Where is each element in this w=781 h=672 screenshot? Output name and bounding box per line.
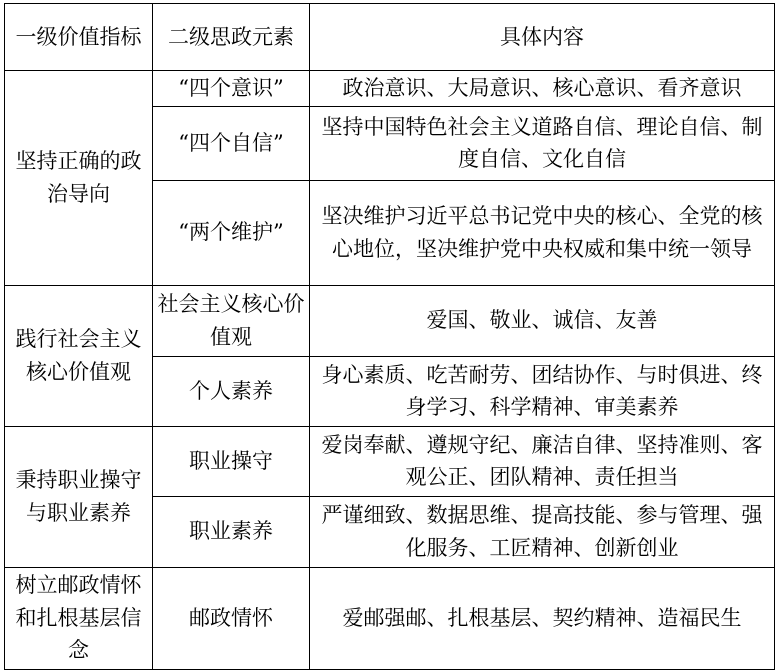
content-cell: 政治意识、大局意识、核心意识、看齐意识 xyxy=(310,71,775,107)
content-cell: 爱岗奉献、遵规守纪、廉洁自律、坚持准则、客观公正、团队精神、责任担当 xyxy=(310,426,775,496)
header-row xyxy=(5,4,775,71)
values-table xyxy=(4,3,775,670)
content-cell: 坚持中国特色社会主义道路自信、理论自信、制度自信、文化自信 xyxy=(310,106,775,180)
content-cell: 爱邮强邮、扎根基层、契约精神、造福民生 xyxy=(310,567,775,669)
level2-cell: 职业素养 xyxy=(153,496,310,567)
level1-cell: 树立邮政情怀和扎根基层信念 xyxy=(5,567,153,669)
level2-cell: 邮政情怀 xyxy=(153,567,310,669)
level1-cell: 践行社会主义核心价值观 xyxy=(5,285,153,426)
level2-cell: “四个意识” xyxy=(153,71,310,107)
content-cell: 身心素质、吃苦耐劳、团结协作、与时俱进、终身学习、科学精神、审美素养 xyxy=(310,356,775,426)
table-row xyxy=(5,285,775,356)
level2-cell: “两个维护” xyxy=(153,180,310,285)
content-cell: 严谨细致、数据思维、提高技能、参与管理、强化服务、工匠精神、创新创业 xyxy=(310,496,775,567)
content-cell: 爱国、敬业、诚信、友善 xyxy=(310,285,775,356)
level1-cell: 坚持正确的政治导向 xyxy=(5,71,153,286)
level2-cell: 职业操守 xyxy=(153,426,310,496)
level1-cell: 秉持职业操守与职业素养 xyxy=(5,426,153,567)
content-cell: 坚决维护习近平总书记党中央的核心、全党的核心地位，坚决维护党中央权威和集中统一领导 xyxy=(310,180,775,285)
table-row xyxy=(5,567,775,669)
level2-cell: “四个自信” xyxy=(153,106,310,180)
header-level1: 一级价值指标 xyxy=(5,4,153,71)
header-content: 具体内容 xyxy=(310,4,775,71)
level2-cell: 社会主义核心价值观 xyxy=(153,285,310,356)
table-row xyxy=(5,71,775,107)
level2-cell: 个人素养 xyxy=(153,356,310,426)
header-level2: 二级思政元素 xyxy=(153,4,310,71)
table-row xyxy=(5,426,775,496)
